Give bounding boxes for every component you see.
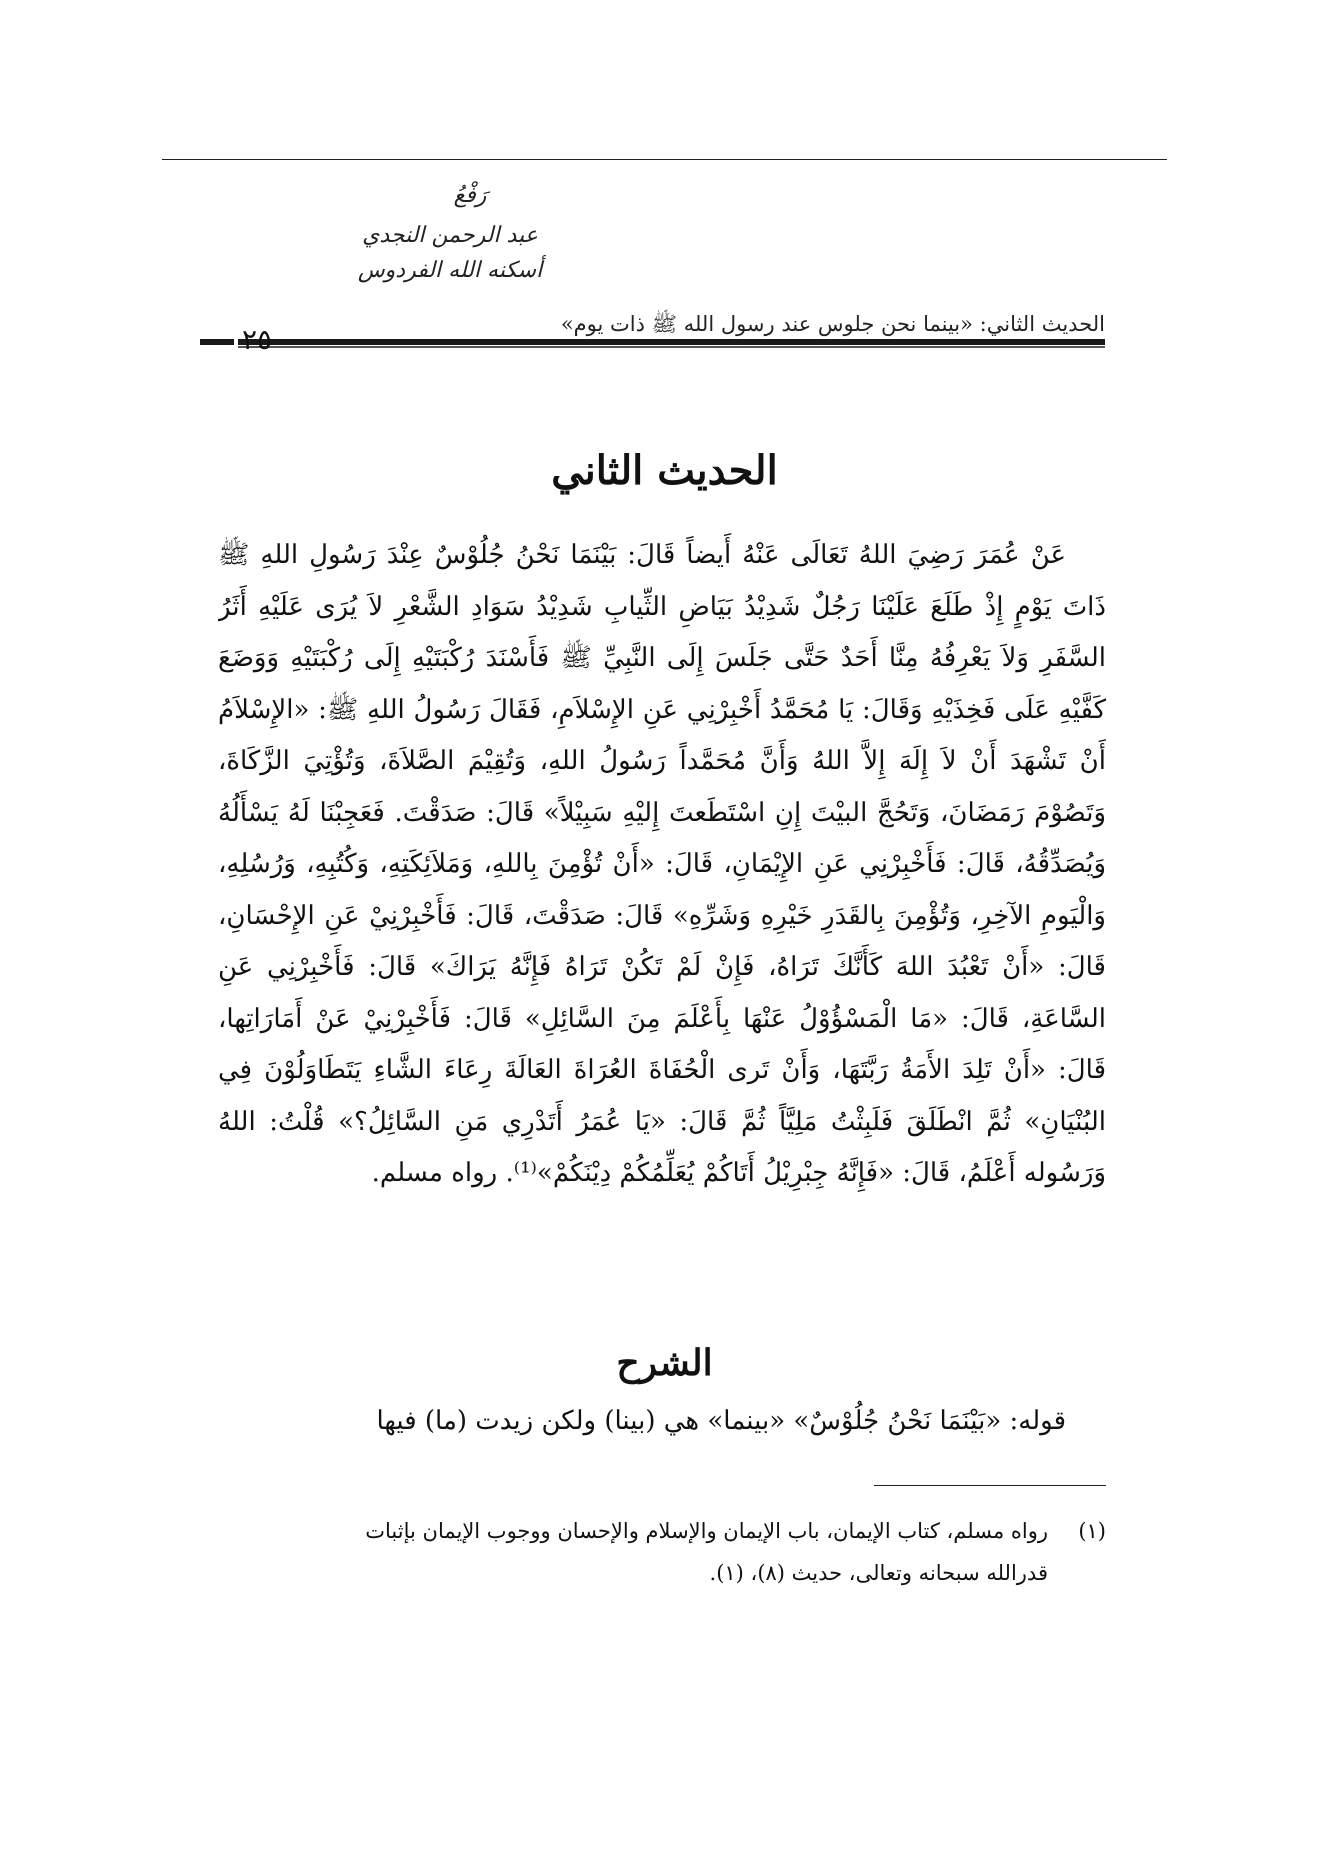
library-stamp-calligraphy: [300, 172, 600, 292]
hadith-text: عَنْ عُمَرَ رَضِيَ اللهُ تَعَالَى عَنْهُ أَيضاً قَالَ: بَيْنَمَا نَحْنُ جُلُوْسٌ عِنْدَ رَسُولِ اللهِ ﷺ ذَاتَ يَوْمٍ إِذْ طَلَعَ عَلَيْنَا رَجُلٌ شَدِيْدُ بَيَاضِ الثِّيابِ شَدِيْدُ سَوَادِ الشَّعْرِ لاَ يُرَى عَلَيْهِ أَثَرُ السَّفَرِ وَلاَ يَعْرِفُهُ مِنَّا أَحَدٌ حَتَّى جَلَسَ إِلَى النَّبِيِّ ﷺ فَأَسْنَدَ رُكْبَتَيْهِ إِلَى رُكْبَتَيْهِ وَوَضَعَ كَفَّيْهِ عَلَى فَخِذَيْهِ وَقَالَ: يَا مُحَمَّدُ أَخْبِرْنِي عَنِ الإِسْلاَمِ، فَقَالَ رَسُولُ اللهِ ﷺ: «الإِسْلاَمُ أَنْ تَشْهَدَ أَنْ لاَ إِلَهَ إِلاَّ اللهُ وَأَنَّ مُحَمَّداً رَسُولُ اللهِ، وَتُقِيْمَ الصَّلاَةَ، وَتُؤْتِيَ الزَّكَاةَ، وَتَصُوْمَ رَمَضَانَ، وَتَحُجَّ البيْتَ إِنِ اسْتَطَعتَ إِليْهِ سَبِيْلاً» قَالَ: صَدَقْتَ. فَعَجِبْنَا لَهُ يَسْأَلُهُ وَيُصَدِّقُهُ، قَالَ: فَأَخْبِرْنِي عَنِ الإِيْمَانِ، قَالَ: «أَنْ تُؤْمِنَ بِاللهِ، وَمَلاَئِكَتِهِ، وَكُتُبِهِ، وَرُسُلِهِ، وَالْيَومِ الآخِرِ، وَتُؤْمِنَ بِالقَدَرِ خَيْرِهِ وَشَرِّهِ» قَالَ: صَدَقْتَ، قَالَ: فَأَخْبِرْنِيْ عَنِ الإِحْسَانِ، قَالَ: «أَنْ تَعْبُدَ اللهَ كَأَنَّكَ تَرَاهُ، فَإِنْ لَمْ تَكُنْ تَرَاهُ فَإِنَّهُ يَرَاكَ» قَالَ: فَأَخْبِرْنِي عَنِ السَّاعَةِ، قَالَ: «مَا الْمَسْؤُوْلُ عَنْهَا بِأَعْلَمَ مِنَ السَّائِلِ» قَالَ: فَأَخْبِرْنِيْ عَنْ أَمَارَاتِها، قَالَ: «أَنْ تَلِدَ الأَمَةُ رَبَّتَهَا، وَأَنْ تَرى الْحُفَاةَ العُرَاةَ العَالَةَ رِعَاءَ الشَّاءِ يَتَطَاوَلُوْنَ فِي البُنْيَانِ» ثُمَّ انْطَلَقَ فَلَبِثْتُ مَلِيَّاً ثُمَّ قَالَ: «يَا عُمَرُ أَتَدْرِي مَنِ السَّائِلُ؟» قُلْتُ: اللهُ وَرَسُوله أَعْلَمُ، قَالَ: «فَإِنَّهُ جِبْرِيْلُ أَتَاكُمْ يُعَلِّمُكُمْ دِيْنَكُمْ»⁽¹⁾. رواه مسلم.: [218, 540, 1106, 1188]
footnote-line-2: قدرالله سبحانه وتعالى، حديث (٨)، (١).: [709, 1561, 1048, 1585]
stamp-line-3: أسكنه الله الفردوس: [357, 258, 543, 283]
stamp-line-1: رَفْعُ: [453, 183, 487, 208]
page-number-mark: [200, 339, 234, 345]
header-bar: [238, 339, 1105, 345]
header-bar-thin: [238, 346, 1105, 348]
commentary-block: [218, 1395, 1106, 1447]
chapter-title: الحديث الثاني: [551, 447, 778, 494]
footnote-number: (١): [1078, 1519, 1106, 1543]
footnote: [218, 1510, 1106, 1600]
running-header: الحديث الثاني: «بينما نحن جلوس عند رسول الله ﷺ ذات يوم»: [560, 312, 1105, 336]
section-title: الشرح: [616, 1342, 713, 1384]
top-rule: [162, 159, 1167, 160]
page-number: ٢٥: [242, 323, 273, 356]
stamp-line-2: عبد الرحمن النجدي: [362, 223, 538, 248]
hadith-text-block: [218, 530, 1106, 1340]
footnote-rule: [874, 1485, 1106, 1486]
footnote-line-1: رواه مسلم، كتاب الإيمان، باب الإيمان والإسلام والإحسان ووجوب الإيمان بإثبات: [365, 1519, 1048, 1543]
commentary-text: قوله: «بَيْنَمَا نَحْنُ جُلُوْسٌ» «بينما» هي (بينا) ولكن زيدت (ما) فيها: [376, 1406, 1066, 1436]
